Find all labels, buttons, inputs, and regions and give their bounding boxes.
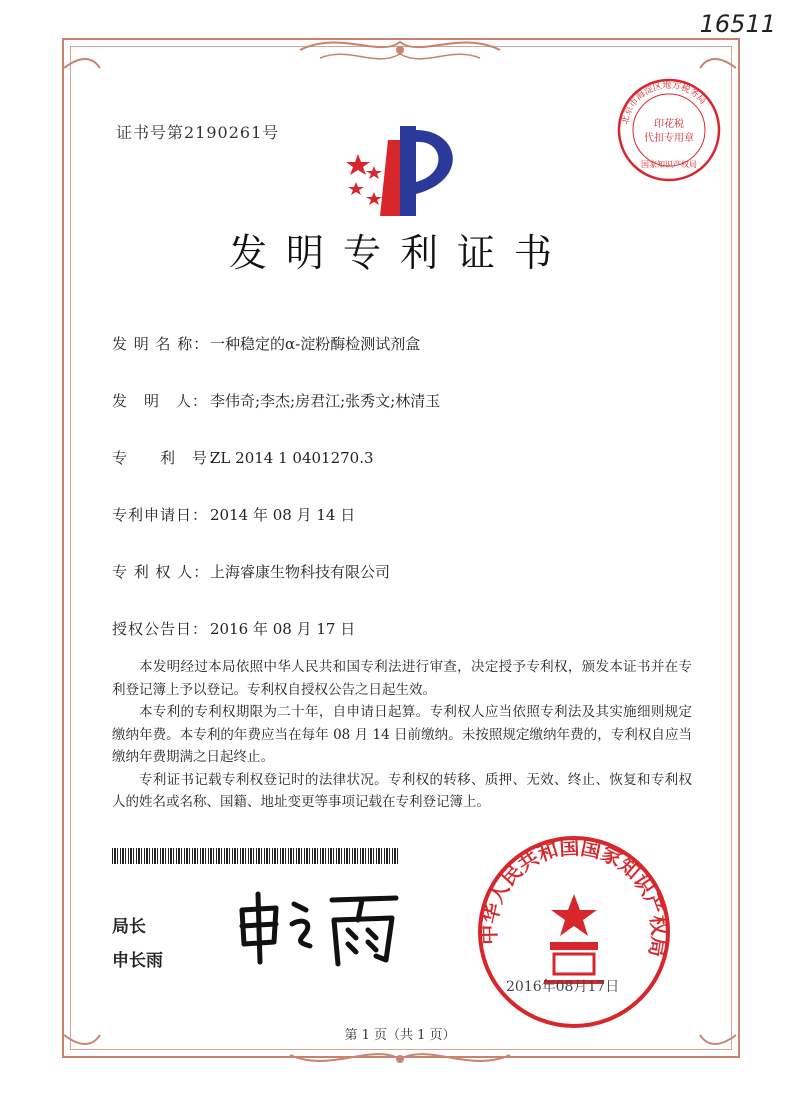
field-invention-name [112,333,420,354]
tax-stamp-icon [614,75,724,185]
official-seal-ring-text: 中华人民共和国国家知识产权局 [476,835,672,959]
body-paragraph: 专利证书记载专利权登记时的法律状况。专利权的转移、质押、无效、终止、恢复和专利权人的姓名或名称、国籍、地址变更等事项记载在专利登记簿上。 [112,771,692,810]
field-patentee [112,561,390,582]
field-value: 2014 年 08 月 14 日 [210,506,356,524]
handwritten-note: 16511 [699,10,776,38]
field-application-date [112,504,355,525]
field-label: 授权公告日： [112,620,209,638]
field-label: 专 利 号： [112,449,225,467]
signature-icon [236,880,406,970]
tax-stamp-bottom-text: 国家知识产权局 [641,160,697,169]
field-value: 李伟奇;李杰;房君江;张秀文;林清玉 [210,392,441,410]
page-number: 第 1 页（共 1 页） [344,1028,456,1043]
field-patent-number [112,447,374,468]
body-paragraph: 本专利的专利权期限为二十年，自申请日起算。专利权人应当依照专利法及其实施细则规定缴纳年费。本专利的年费应当在每年 08 月 14 日前缴纳。未按照规定缴纳年费的，专利权自应当缴纳年费期满之日起终止。 [112,704,692,765]
page-title: 发明专利证书 [228,231,571,275]
field-value: 上海睿康生物科技有限公司 [210,563,391,581]
body-paragraph: 本发明经过本局依照中华人民共和国专利法进行审查，决定授予专利权，颁发本证书并在专利登记簿上予以登记。专利权自授权公告之日起生效。 [112,659,692,698]
field-label: 专 利 权 人： [112,563,210,581]
patent-office-logo-icon [330,120,480,230]
tax-stamp-line-1: 印花税 [654,119,684,130]
certificate-body [112,656,692,814]
barcode [112,848,398,864]
field-value: 2016 年 08 月 17 日 [210,620,356,638]
field-label: 发 明 名 称： [112,335,210,353]
certificate-number: 证书号第2190261号 [116,123,280,142]
field-label: 发 明 人： [112,392,209,410]
field-label: 专利申请日： [112,506,209,524]
field-value: ZL 2014 1 0401270.3 [210,449,374,467]
tax-stamp-line-2: 代扣专用章 [644,133,694,144]
field-inventors [112,390,440,411]
field-grant-date [112,618,355,639]
issue-date: 2016年08月17日 [506,979,620,995]
officer-name: 申长雨 [112,951,163,971]
official-seal-icon [474,832,674,1032]
tax-stamp-ring-text: 北京市海淀区地方税务局 [620,80,708,126]
field-value: 一种稳定的α-淀粉酶检测试剂盒 [210,335,421,353]
officer-title: 局长 [112,917,146,937]
